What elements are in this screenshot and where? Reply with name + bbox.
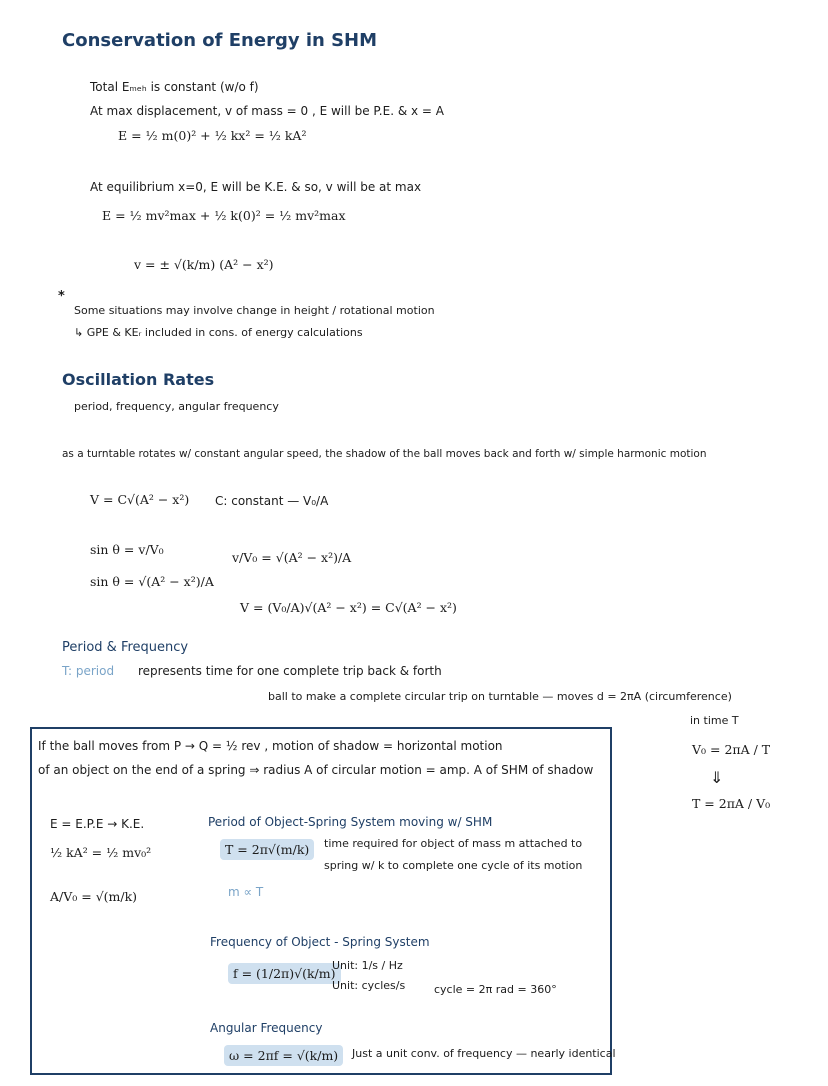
mass-proportional: m ∝ T <box>228 885 264 899</box>
t-equation: T = 2πA / V₀ <box>692 796 771 811</box>
sin-eq-2: sin θ = √(A² − x²)/A <box>90 574 214 589</box>
note-star: * <box>58 289 65 304</box>
in-time-note: in time T <box>690 714 739 727</box>
box-line-1: If the ball moves from P → Q = ½ rev , motion of shadow = horizontal motion <box>38 739 503 753</box>
energy-conversion: E = E.P.E → K.E. <box>50 817 145 831</box>
note-line-1: Some situations may involve change in height / rotational motion <box>74 304 435 317</box>
implies-arrow: ⇓ <box>710 768 724 787</box>
energy-eq-1: E = ½ m(0)² + ½ kx² = ½ kA² <box>118 128 307 143</box>
angular-frequency-equation: ω = 2πf = √(k/m) <box>224 1045 343 1066</box>
energy-line-3: At equilibrium x=0, E will be K.E. & so, v will be at max <box>90 180 422 194</box>
amplitude-ratio: A/V₀ = √(m/k) <box>50 889 138 904</box>
sin-eq-1: sin θ = v/V₀ <box>90 542 164 557</box>
note-line-2: ↳ GPE & KEᵣ included in cons. of energy calculations <box>74 326 363 339</box>
frequency-equation: f = (1/2π)√(k/m) <box>228 963 341 984</box>
c-constant: C: constant — V₀/A <box>215 494 329 508</box>
energy-eq-2: E = ½ mv²max + ½ k(0)² = ½ mv²max <box>102 208 346 223</box>
oscillation-subtitle: period, frequency, angular frequency <box>74 400 279 413</box>
unit-2: Unit: cycles/s <box>332 979 406 992</box>
period-description: represents time for one complete trip back & forth <box>138 664 442 678</box>
unit-1: Unit: 1/s / Hz <box>332 959 403 972</box>
v0-equation: V₀ = 2πA / T <box>692 742 771 757</box>
period-desc-2: spring w/ k to complete one cycle of its motion <box>324 859 583 872</box>
energy-eq-3: v = ± √(k/m) (A² − x²) <box>134 257 274 272</box>
angular-frequency-note: Just a unit conv. of frequency — nearly identical <box>352 1047 616 1060</box>
frequency-system-title: Frequency of Object - Spring System <box>210 935 430 949</box>
ratio-eq: v/V₀ = √(A² − x²)/A <box>232 550 352 565</box>
v-final-eq: V = (V₀/A)√(A² − x²) = C√(A² − x²) <box>240 600 457 615</box>
turntable-trip-note: ball to make a complete circular trip on turntable — moves d = 2πA (circumference) <box>268 690 732 703</box>
period-equation: T = 2π√(m/k) <box>220 839 314 860</box>
turntable-line: as a turntable rotates w/ constant angular speed, the shadow of the ball moves back and forth w/ simple harmonic motion <box>62 448 707 460</box>
oscillation-title: Oscillation Rates <box>62 370 215 389</box>
energy-line-2: At max displacement, v of mass = 0 , E will be P.E. & x = A <box>90 104 444 118</box>
page-title: Conservation of Energy in SHM <box>62 30 378 51</box>
cycle-conversion: cycle = 2π rad = 360° <box>434 983 557 996</box>
period-label: T: period <box>62 664 115 678</box>
energy-equality: ½ kA² = ½ mv₀² <box>50 845 152 860</box>
energy-line-1: Total Eₘₑₕ is constant (w/o f) <box>90 80 259 94</box>
period-frequency-title: Period & Frequency <box>62 640 189 655</box>
period-system-title: Period of Object-Spring System moving w/ SHM <box>208 815 493 829</box>
period-desc-1: time required for object of mass m attached to <box>324 837 583 850</box>
angular-frequency-title: Angular Frequency <box>210 1021 323 1035</box>
box-line-2: of an object on the end of a spring ⇒ radius A of circular motion = amp. A of SHM of shadow <box>38 763 594 777</box>
v-equation: V = C√(A² − x²) <box>90 492 190 507</box>
spring-system-box <box>30 727 616 1075</box>
